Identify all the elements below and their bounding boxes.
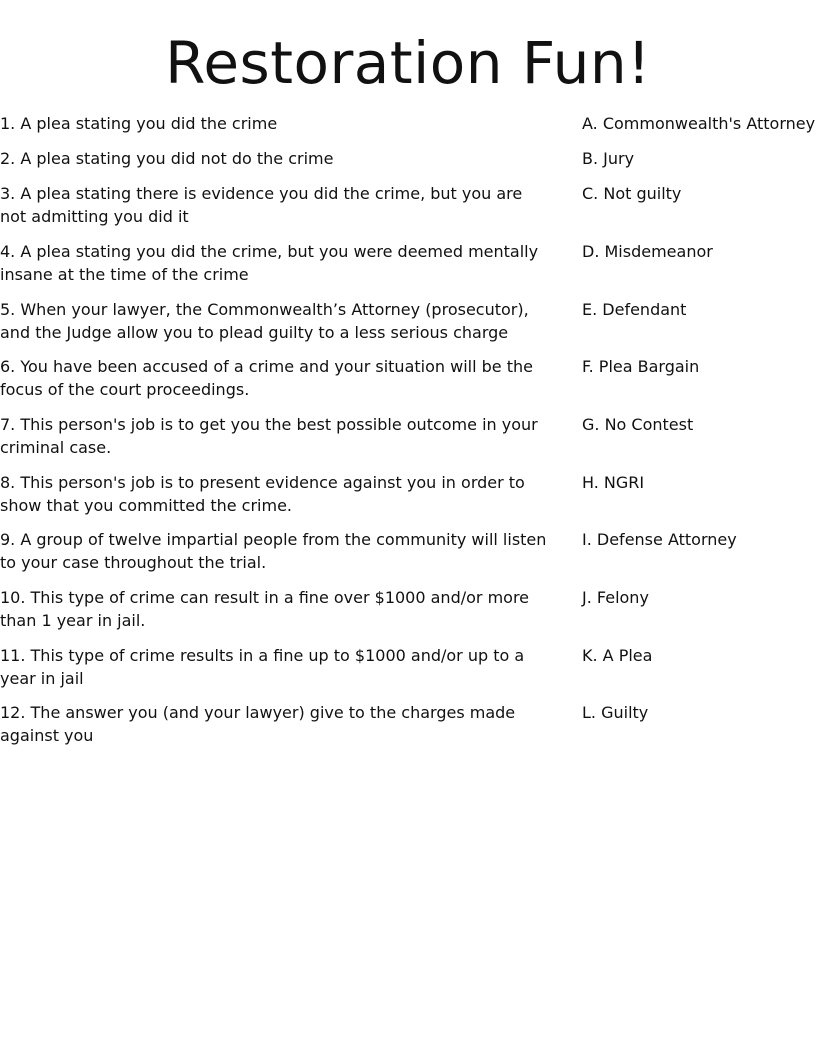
question-9: 9. A group of twelve impartial people from the community will listen to your case throughout the trial. xyxy=(0,530,547,572)
matching-list xyxy=(0,112,816,759)
question-12: 12. The answer you (and your lawyer) give to the charges made against you xyxy=(0,703,516,745)
answer-a: A. Commonwealth's Attorney xyxy=(582,114,816,133)
matching-row-12 xyxy=(0,701,816,759)
answer-d: D. Misdemeanor xyxy=(582,242,713,261)
matching-row-6 xyxy=(0,355,816,413)
answer-g: G. No Contest xyxy=(582,415,694,434)
question-8: 8. This person's job is to present evidence against you in order to show that you committed the crime. xyxy=(0,473,525,515)
question-7: 7. This person's job is to get you the best possible outcome in your criminal case. xyxy=(0,415,538,457)
answer-l: L. Guilty xyxy=(582,703,649,722)
matching-row-9 xyxy=(0,528,816,586)
answer-k: K. A Plea xyxy=(582,646,653,665)
matching-row-8 xyxy=(0,471,816,528)
answer-c: C. Not guilty xyxy=(582,184,682,203)
question-4: 4. A plea stating you did the crime, but you were deemed mentally insane at the time of the crime xyxy=(0,242,539,284)
answer-b: B. Jury xyxy=(582,149,635,168)
matching-row-10 xyxy=(0,586,816,644)
page-title: Restoration Fun! xyxy=(165,29,651,97)
question-6: 6. You have been accused of a crime and your situation will be the focus of the court proceedings. xyxy=(0,357,533,399)
question-5: 5. When your lawyer, the Commonwealth’s Attorney (prosecutor), and the Judge allow you to plead guilty to a less serious charge xyxy=(0,300,529,342)
matching-row-11 xyxy=(0,644,816,701)
question-2: 2. A plea stating you did not do the crime xyxy=(0,149,334,168)
matching-row-7 xyxy=(0,413,816,471)
question-11: 11. This type of crime results in a fine up to $1000 and/or up to a year in jail xyxy=(0,646,525,688)
matching-row-3 xyxy=(0,182,816,240)
question-1: 1. A plea stating you did the crime xyxy=(0,114,278,133)
answer-i: I. Defense Attorney xyxy=(582,530,737,549)
answer-h: H. NGRI xyxy=(582,473,645,492)
matching-row-4 xyxy=(0,240,816,298)
matching-row-1 xyxy=(0,112,816,147)
answer-j: J. Felony xyxy=(582,588,649,607)
matching-row-2 xyxy=(0,147,816,182)
question-3: 3. A plea stating there is evidence you did the crime, but you are not admitting you did it xyxy=(0,184,523,226)
question-10: 10. This type of crime can result in a fine over $1000 and/or more than 1 year in jail. xyxy=(0,588,530,630)
answer-f: F. Plea Bargain xyxy=(582,357,700,376)
matching-row-5 xyxy=(0,298,816,355)
answer-e: E. Defendant xyxy=(582,300,687,319)
